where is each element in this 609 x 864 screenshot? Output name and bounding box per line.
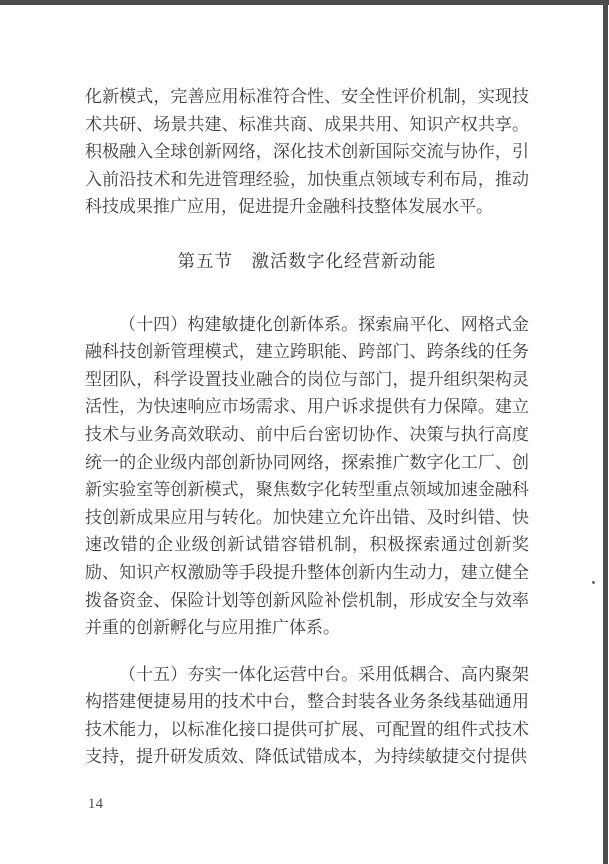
section-heading: 第五节 激活数字化经营新动能	[177, 250, 437, 271]
paragraph-continuation: 化新模式，完善应用标准符合性、安全性评价机制，实现技术共研、场景共建、标准共商、成果共用、知识产权共享。积极融入全球创新网络，深化技术创新国际交流与协作，引入前沿技术和先进管理经验，加快重点领域专利布局，推动科技成果推广应用，促进提升金融科技整体发展水平。	[85, 87, 529, 217]
page-top-edge	[0, 0, 609, 5]
scan-artifact-dot	[592, 581, 595, 584]
paragraph-item-14: （十四）构建敏捷化创新体系。探索扁平化、网格式金融科技创新管理模式，建立跨职能、跨部门、跨条线的任务型团队，科学设置技业融合的岗位与部门，提升组织架构灵活性，为快速响应市场需求、用户诉求提供有力保障。建立技术与业务高效联动、前中后台密切协作、决策与执行高度统一的企业级内部创新协同网络，探索推广数字化工厂、创新实验室等创新模式，聚焦数字化转型重点领域加速金融科技创新成果应用与转化。加快建立允许出错、及时纠错、快速改错的企业级创新试错容错机制，积极探索通过创新奖励、知识产权激励等手段提升整体创新内生动力，建立健全拨备资金、保险计划等创新风险补偿机制，形成安全与效率并重的创新孵化与应用推广体系。	[85, 314, 529, 638]
page-number: 14	[88, 796, 104, 812]
page-content	[85, 83, 529, 771]
paragraph-item-15: （十五）夯实一体化运营中台。采用低耦合、高内聚架构搭建便捷易用的技术中台，整合封装各业务条线基础通用技术能力，以标准化接口提供可扩展、可配置的组件式技术支持，提升研发质效、降低试错成本，为持续敏捷交付提供	[85, 664, 529, 767]
page-right-edge	[603, 0, 608, 864]
